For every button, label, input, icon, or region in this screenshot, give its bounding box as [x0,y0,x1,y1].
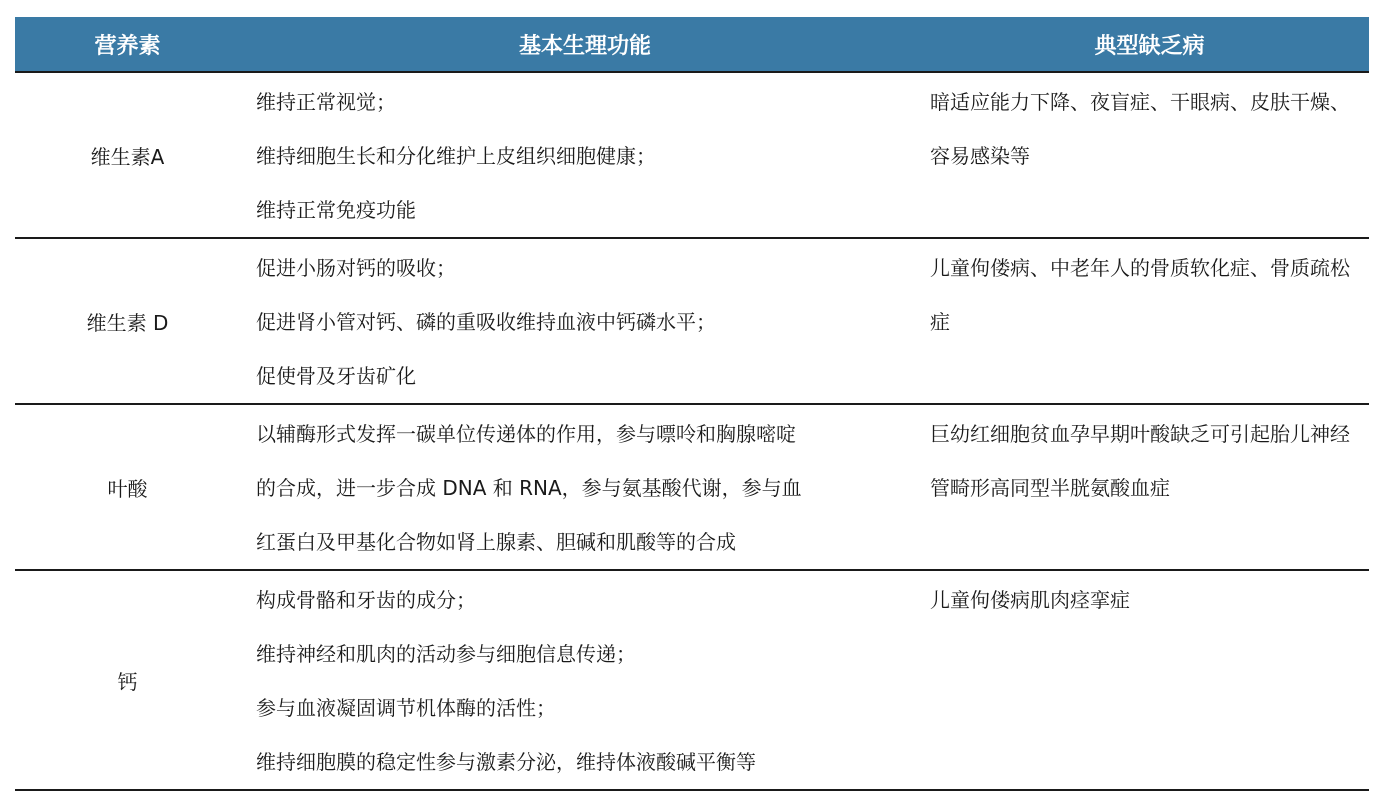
header-nutrient: 营养素 [94,33,161,59]
table-row [15,73,1369,239]
nutrient-name: 维生素 D [86,310,169,335]
function-cell [240,571,930,789]
table-header [15,17,1369,73]
function-line: 构成骨骼和牙齿的成分； [256,588,476,612]
nutrition-table [15,17,1369,791]
deficiency-text: 巨幼红细胞贫血孕早期叶酸缺乏可引起胎儿神经管畸形高同型半胱氨酸血症 [930,422,1350,500]
function-line: 维持正常视觉； [256,90,396,114]
function-line: 促使骨及牙齿矿化 [256,364,416,388]
table-row [15,571,1369,791]
function-line: 红蛋白及甲基化合物如肾上腺素、胆碱和肌酸等的合成 [256,530,736,554]
deficiency-text: 儿童佝偻病、中老年人的骨质软化症、骨质疏松症 [930,256,1350,334]
function-cell [240,239,930,403]
table-row [15,405,1369,571]
function-line: 促进小肠对钙的吸收； [256,256,456,280]
function-line: 维持神经和肌肉的活动参与细胞信息传递； [256,642,636,666]
function-line: 维持细胞生长和分化维护上皮组织细胞健康； [256,144,656,168]
deficiency-text: 暗适应能力下降、夜盲症、干眼病、皮肤干燥、容易感染等 [930,90,1350,168]
nutrient-name: 叶酸 [107,476,148,501]
function-line: 以辅酶形式发挥一碳单位传递体的作用，参与嘌呤和胸腺嘧啶 [256,422,796,446]
nutrient-name: 钙 [117,669,138,694]
deficiency-text: 儿童佝偻病肌肉痉挛症 [930,588,1130,612]
function-line: 的合成，进一步合成 DNA 和 RNA，参与氨基酸代谢，参与血 [256,476,802,500]
nutrient-name: 维生素A [90,144,165,169]
deficiency-cell [930,239,1369,403]
function-cell [240,405,930,569]
deficiency-cell [930,571,1369,789]
function-line: 维持正常免疫功能 [256,198,416,222]
deficiency-cell [930,73,1369,237]
function-line: 维持细胞膜的稳定性参与激素分泌，维持体液酸碱平衡等 [256,750,756,774]
header-deficiency: 典型缺乏病 [1094,33,1205,59]
function-line: 参与血液凝固调节机体酶的活性； [256,696,556,720]
table-row [15,239,1369,405]
function-line: 促进肾小管对钙、磷的重吸收维持血液中钙磷水平； [256,310,716,334]
function-cell [240,73,930,237]
deficiency-cell [930,405,1369,569]
header-function: 基本生理功能 [518,33,651,59]
